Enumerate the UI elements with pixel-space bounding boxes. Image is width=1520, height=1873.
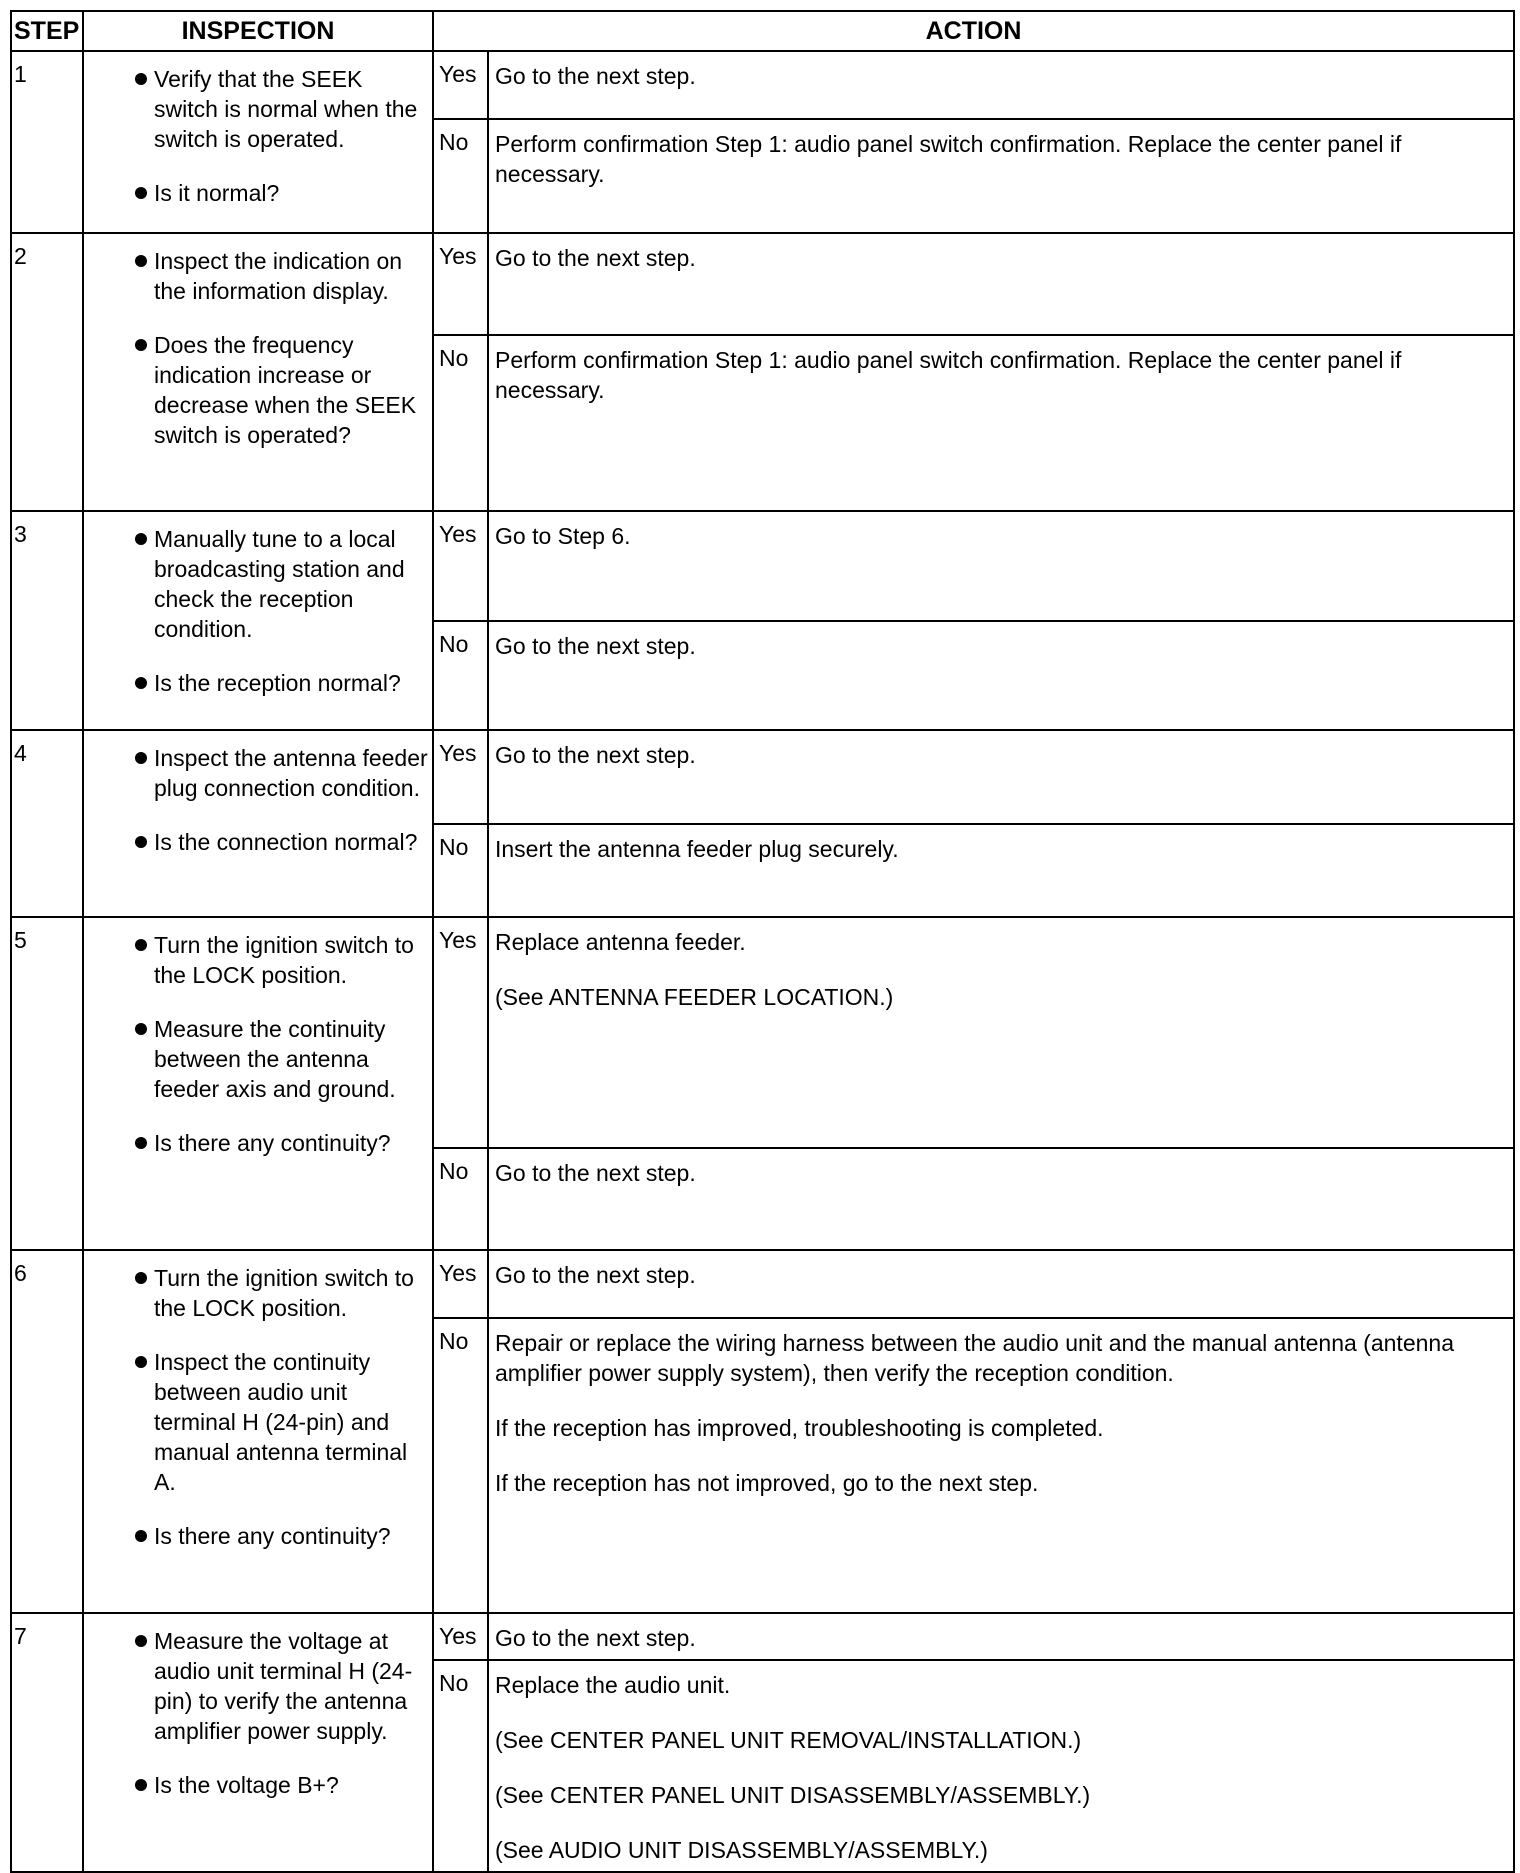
no-action-cell [488, 1660, 1514, 1872]
step-number: 6 [11, 1250, 83, 1613]
yes-label: Yes [433, 917, 488, 1148]
bullet-icon [84, 827, 154, 857]
bullet-icon [84, 1626, 154, 1746]
action-text: Go to the next step. [495, 633, 696, 659]
table-header-row [11, 11, 1514, 51]
inspection-text: Verify that the SEEK switch is normal when the switch is operated. [154, 66, 418, 152]
inspection-item [84, 1626, 428, 1746]
no-action-cell [488, 1148, 1514, 1250]
step-number: 4 [11, 730, 83, 917]
inspection-cell [83, 51, 433, 233]
action-text: Perform confirmation Step 1: audio panel switch confirmation. Replace the center panel if necessary. [495, 347, 1402, 403]
inspection-text: Manually tune to a local broadcasting station and check the reception condition. [154, 526, 405, 642]
step-row-yes [11, 1250, 1514, 1318]
bullet-icon [84, 1014, 154, 1104]
bullet-icon [84, 64, 154, 154]
inspection-text: Measure the voltage at audio unit terminal H (24-pin) to verify the antenna amplifier power supply. [154, 1628, 413, 1744]
action-text: Go to the next step. [495, 63, 696, 89]
no-action-cell [488, 335, 1514, 511]
yes-label: Yes [433, 51, 488, 119]
inspection-item [84, 1128, 428, 1158]
bullet-icon [84, 246, 154, 306]
no-label: No [433, 1318, 488, 1613]
action-text: Replace the audio unit. [495, 1672, 731, 1698]
yes-label: Yes [433, 730, 488, 824]
inspection-item [84, 1014, 428, 1104]
step-row-yes [11, 730, 1514, 824]
action-text: Go to Step 6. [495, 523, 631, 549]
step-row-yes [11, 1613, 1514, 1660]
no-label: No [433, 119, 488, 233]
inspection-item [84, 178, 428, 208]
no-label: No [433, 335, 488, 511]
action-text: Insert the antenna feeder plug securely. [495, 836, 899, 862]
inspection-item [84, 827, 428, 857]
inspection-item [84, 743, 428, 803]
bullet-icon [84, 178, 154, 208]
inspection-item [84, 1770, 428, 1800]
action-text: Perform confirmation Step 1: audio panel switch confirmation. Replace the center panel if necessary. [495, 131, 1402, 187]
inspection-item [84, 1521, 428, 1551]
inspection-text: Inspect the continuity between audio unit terminal H (24-pin) and manual antenna terminal A. [154, 1349, 408, 1495]
action-text: (See CENTER PANEL UNIT REMOVAL/INSTALLATION.) [495, 1727, 1082, 1753]
bullet-icon [84, 1521, 154, 1551]
inspection-cell [83, 1250, 433, 1613]
inspection-text: Is the voltage B+? [154, 1772, 339, 1798]
inspection-text: Inspect the antenna feeder plug connection condition. [154, 745, 428, 801]
step-number: 7 [11, 1613, 83, 1872]
step-number: 2 [11, 233, 83, 511]
yes-action-cell [488, 233, 1514, 335]
step-number: 3 [11, 511, 83, 730]
inspection-cell [83, 233, 433, 511]
no-label: No [433, 1660, 488, 1872]
yes-label: Yes [433, 1613, 488, 1660]
step-row-yes [11, 233, 1514, 335]
inspection-text: Is the connection normal? [154, 829, 418, 855]
header-action: ACTION [433, 11, 1514, 51]
action-text: If the reception has improved, troubleshooting is completed. [495, 1415, 1104, 1441]
action-text: If the reception has not improved, go to the next step. [495, 1470, 1039, 1496]
no-label: No [433, 1148, 488, 1250]
step-row-yes [11, 917, 1514, 1148]
action-text: Go to the next step. [495, 1262, 696, 1288]
inspection-text: Is it normal? [154, 180, 280, 206]
bullet-icon [84, 930, 154, 990]
yes-action-cell [488, 1613, 1514, 1660]
inspection-item [84, 330, 428, 450]
action-text: (See CENTER PANEL UNIT DISASSEMBLY/ASSEMBLY.) [495, 1782, 1091, 1808]
yes-label: Yes [433, 511, 488, 621]
inspection-text: Inspect the indication on the information display. [154, 248, 403, 304]
bullet-icon [84, 1770, 154, 1800]
bullet-icon [84, 668, 154, 698]
inspection-cell [83, 730, 433, 917]
action-text: Go to the next step. [495, 245, 696, 271]
yes-action-cell [488, 51, 1514, 119]
bullet-icon [84, 1128, 154, 1158]
inspection-text: Measure the continuity between the antenna feeder axis and ground. [154, 1016, 396, 1102]
inspection-item [84, 1263, 428, 1323]
yes-action-cell [488, 730, 1514, 824]
no-label: No [433, 621, 488, 730]
action-text: Go to the next step. [495, 1160, 696, 1186]
troubleshooting-table [10, 10, 1515, 1873]
bullet-icon [84, 1347, 154, 1497]
yes-action-cell [488, 1250, 1514, 1318]
yes-action-cell [488, 917, 1514, 1148]
bullet-icon [84, 1263, 154, 1323]
header-inspection: INSPECTION [83, 11, 433, 51]
action-text: Repair or replace the wiring harness between the audio unit and the manual antenna (antenna amplifier power supply system), then verify the reception condition. [495, 1330, 1454, 1386]
action-text: Go to the next step. [495, 742, 696, 768]
inspection-text: Is there any continuity? [154, 1130, 391, 1156]
inspection-text: Turn the ignition switch to the LOCK position. [154, 1265, 414, 1321]
no-label: No [433, 824, 488, 917]
inspection-item [84, 64, 428, 154]
action-text: Go to the next step. [495, 1625, 696, 1651]
no-action-cell [488, 1318, 1514, 1613]
inspection-cell [83, 1613, 433, 1872]
inspection-text: Is the reception normal? [154, 670, 401, 696]
header-step: STEP [11, 11, 83, 51]
no-action-cell [488, 621, 1514, 730]
inspection-cell [83, 511, 433, 730]
yes-label: Yes [433, 1250, 488, 1318]
bullet-icon [84, 330, 154, 450]
yes-label: Yes [433, 233, 488, 335]
no-action-cell [488, 824, 1514, 917]
inspection-text: Is there any continuity? [154, 1523, 391, 1549]
step-row-yes [11, 511, 1514, 621]
action-text: (See ANTENNA FEEDER LOCATION.) [495, 984, 894, 1010]
step-number: 5 [11, 917, 83, 1250]
step-row-yes [11, 51, 1514, 119]
bullet-icon [84, 524, 154, 644]
inspection-item [84, 1347, 428, 1497]
no-action-cell [488, 119, 1514, 233]
inspection-text: Does the frequency indication increase or decrease when the SEEK switch is operated? [154, 332, 417, 448]
yes-action-cell [488, 511, 1514, 621]
action-text: Replace antenna feeder. [495, 929, 746, 955]
inspection-item [84, 930, 428, 990]
inspection-item [84, 246, 428, 306]
inspection-text: Turn the ignition switch to the LOCK position. [154, 932, 414, 988]
step-number: 1 [11, 51, 83, 233]
action-text: (See AUDIO UNIT DISASSEMBLY/ASSEMBLY.) [495, 1837, 988, 1863]
bullet-icon [84, 743, 154, 803]
inspection-item [84, 524, 428, 644]
inspection-item [84, 668, 428, 698]
inspection-cell [83, 917, 433, 1250]
